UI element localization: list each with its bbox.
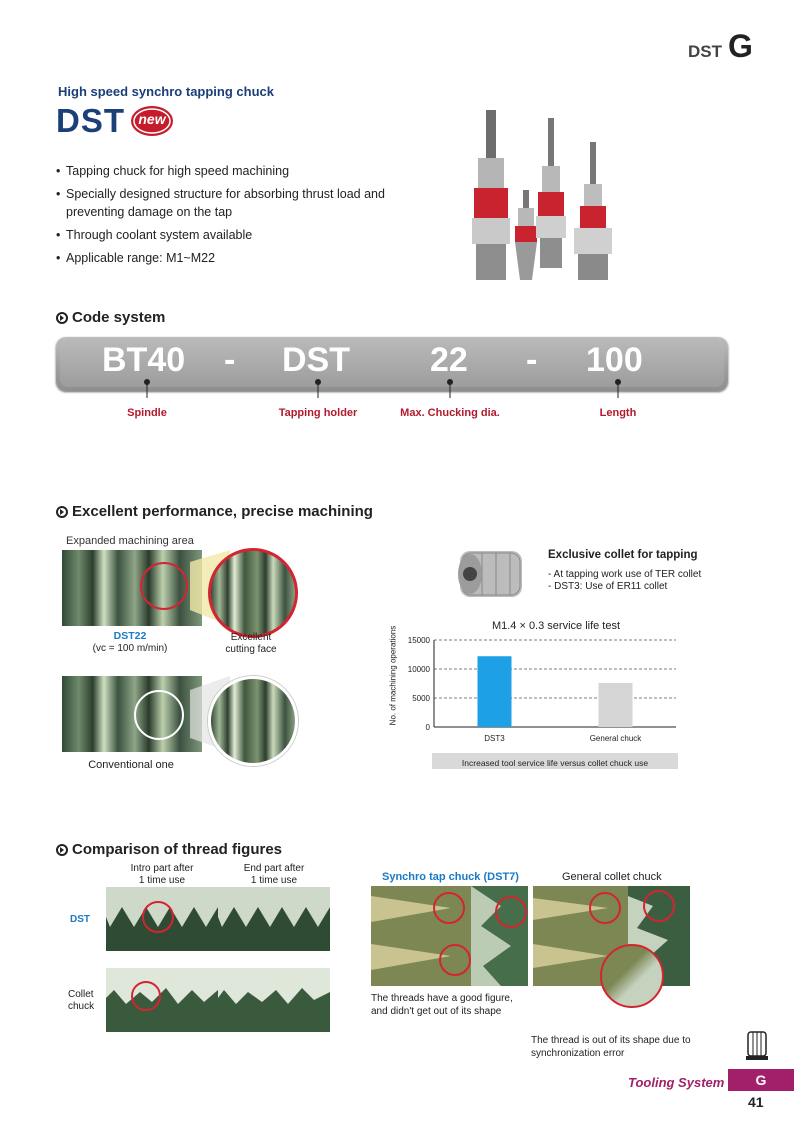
new-badge-label: new [138,111,166,127]
product-name: DST [56,102,125,139]
feature-item: • Tapping chuck for high speed machining [56,162,396,180]
collet-tab-icon [745,1030,769,1062]
section-letter: G [728,28,753,64]
performance-title: Excellent performance, precise machining [72,503,373,520]
code-part-holder: DST [282,341,350,379]
bar-general-chuck [599,683,633,727]
chart-caption-text: Increased tool service life versus collet chuck use [461,758,649,768]
chart-caption [432,753,678,769]
code-label-spindle: Spindle [127,407,167,419]
code-label-holder: Tapping holder [278,407,358,419]
y-tick-label: 0 [425,723,430,732]
comparison-title: Comparison of thread figures [72,841,283,858]
code-label-length: Length [599,407,637,419]
circle-arrow-icon [56,312,68,324]
dst-zoom-circle [208,548,298,638]
feature-list [56,162,396,272]
row-collet-label: Collet chuck [68,989,95,1012]
synchro-note: The threads have a good figure, and didn't get out of its shape [371,993,513,1017]
page-number: 41 [748,1094,764,1110]
code-system-title: Code system [72,309,166,326]
bar-dst3 [478,656,512,727]
code-pointers [0,370,794,404]
section-header [688,28,753,65]
code-part-diameter: 22 [430,341,468,379]
col-end-label: End part after 1 time use [243,863,305,886]
code-system-heading [56,309,165,326]
feature-item: • Applicable range: M1~M22 [56,249,396,267]
collet-note: - DST3: Use of ER11 collet [548,581,668,592]
y-tick-label: 5000 [412,694,430,703]
collet-end-thread-photo [218,968,330,1032]
circle-arrow-icon [56,506,68,518]
footer-brand: Tooling System [628,1075,725,1090]
synchro-title: Synchro tap chuck (DST7) [382,871,519,883]
collet-title: Exclusive collet for tapping [548,549,698,561]
y-tick-label: 10000 [407,665,430,674]
collet-note: - At tapping work use of TER collet [548,569,702,580]
code-part-spindle: BT40 [102,341,186,379]
x-tick-label: General chuck [589,734,642,743]
footer-tab [728,1069,794,1091]
performance-heading [56,503,373,520]
synchro-tap-image [371,886,528,986]
code-label-diameter: Max. Chucking dia. [400,407,500,419]
row-dst-label: DST [70,914,90,925]
conventional-zoom-circle [208,676,298,766]
general-collet-zoom-circle [600,944,664,1008]
dst-name-label: DST22 [113,630,147,642]
product-image [462,100,632,290]
dst-intro-thread-photo [106,887,218,951]
service-life-bar-chart [400,630,690,748]
y-tick-label: 15000 [407,636,430,645]
feature-item: • Specially designed structure for absorbing thrust load and preventing damage on the tap [56,185,396,221]
collet-image [452,545,532,603]
chart-title: M1.4 × 0.3 service life test [491,620,621,632]
new-badge [130,104,174,138]
code-part-length: 100 [586,341,643,379]
dst-end-thread-photo [218,887,330,951]
circle-arrow-icon [56,844,68,856]
code-part-dash: - [526,341,538,379]
general-note: The thread is out of its shape due to synchronization error [531,1035,691,1059]
x-tick-label: DST3 [484,734,505,743]
chart-ylabel: No. of machining operations [388,625,398,726]
expanded-area-label: Expanded machining area [66,535,194,547]
code-part-dash: - [224,341,236,379]
general-title: General collet chuck [562,871,662,883]
section-small-label: DST [688,42,722,61]
collet-intro-thread-photo [106,968,218,1032]
dst-condition-label: (vc = 100 m/min) [92,643,168,654]
excellent-cutting-label: Excellent cutting face [225,632,277,655]
comparison-heading [56,841,282,858]
col-intro-label: Intro part after 1 time use [130,863,194,886]
product-subtitle: High speed synchro tapping chuck [58,84,274,99]
feature-item: • Through coolant system available [56,226,396,244]
footer-tab-letter: G [755,1072,767,1088]
conventional-label: Conventional one [88,759,174,771]
